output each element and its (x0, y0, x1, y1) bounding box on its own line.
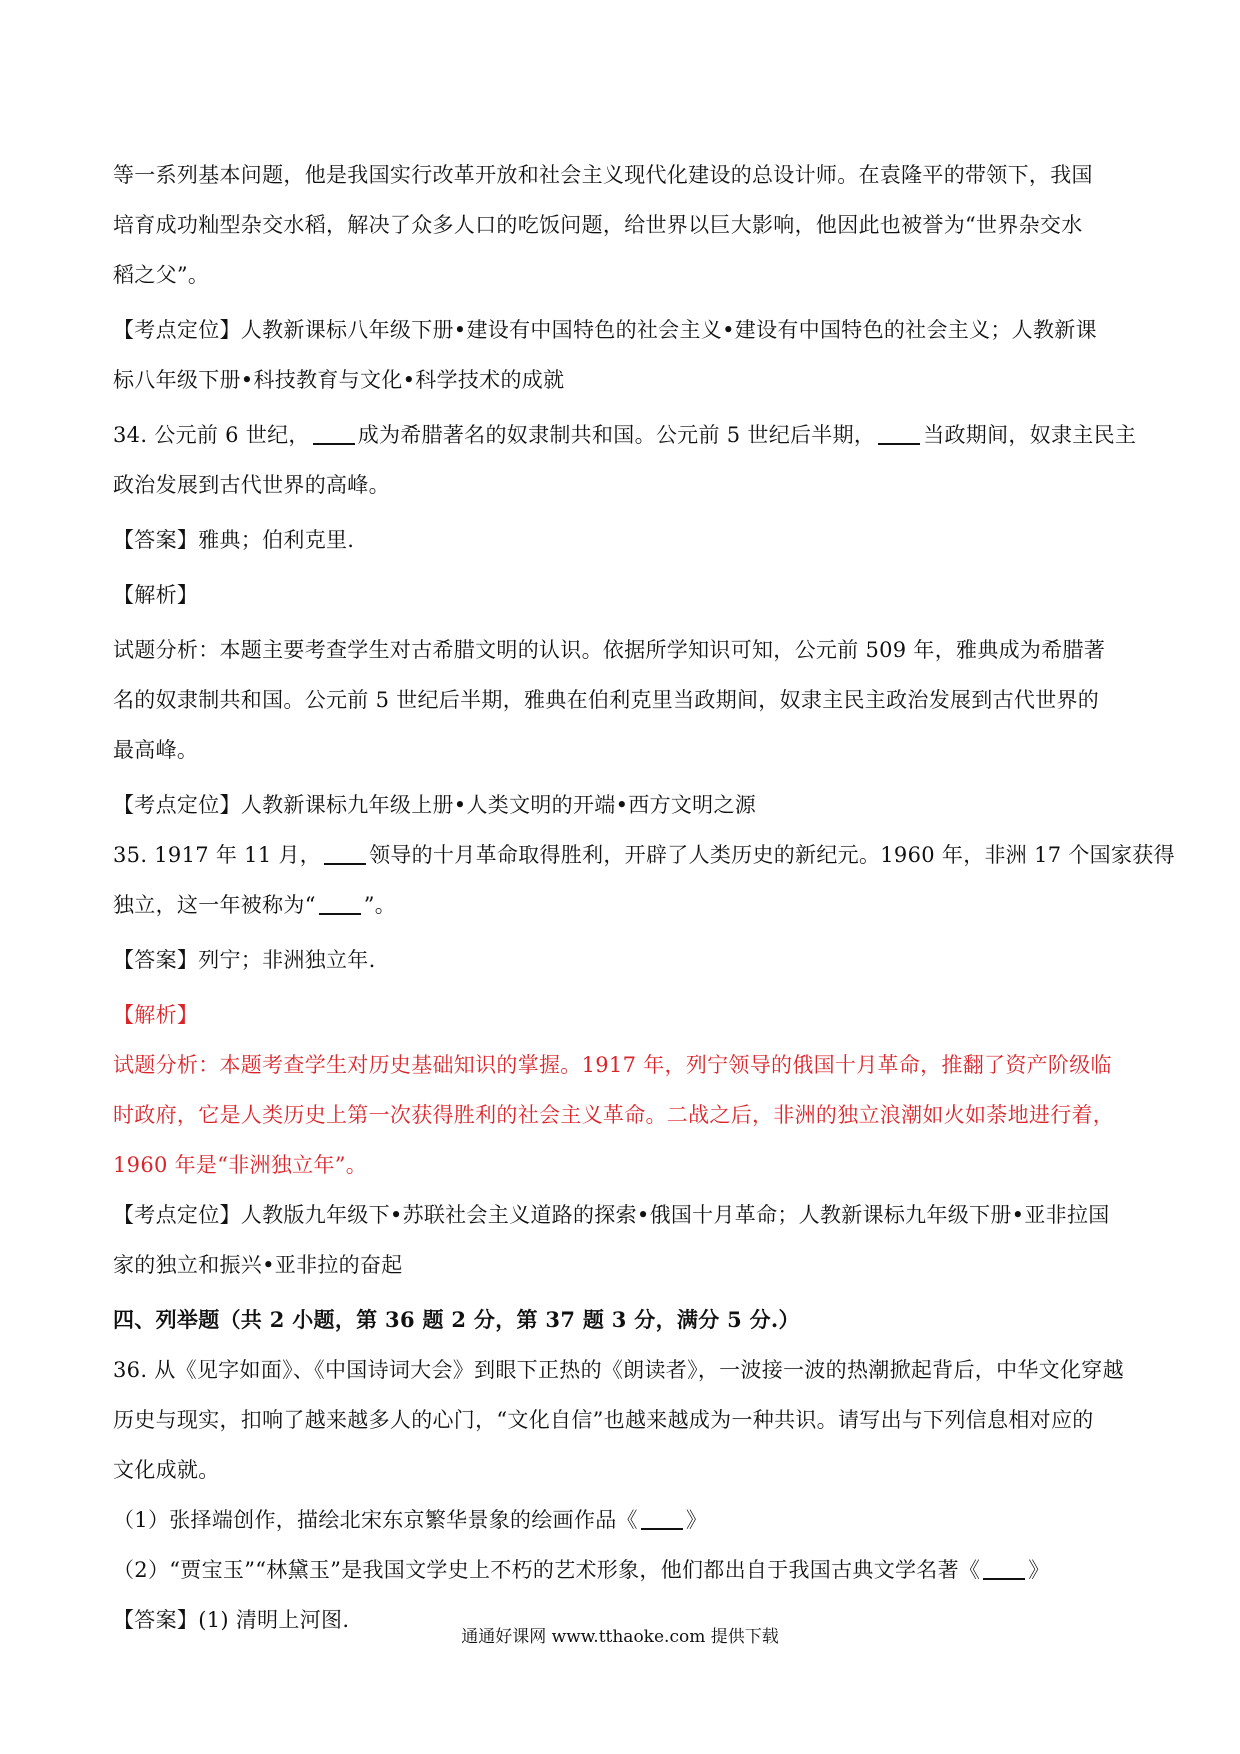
question-text: （1）张择端创作，描绘北宋东京繁华景象的绘画作品《 (113, 1508, 638, 1532)
question-36-line: 36. 从《见字如面》、《中国诗词大会》到眼下正热的《朗读者》，一波接一波的热潮掀起背后，中华文化穿越 (113, 1358, 1124, 1382)
paragraph-line: 培育成功籼型杂交水稻，解决了众多人口的吃饭问题，给世界以巨大影响，他因此也被誉为“世界杂交水 (113, 213, 1083, 237)
question-text: 34. 公元前 6 世纪， (113, 423, 310, 447)
knowledge-point-line: 家的独立和振兴•亚非拉的奋起 (113, 1253, 403, 1277)
answer-blank (313, 423, 355, 445)
analysis-title: 【解析】 (113, 583, 199, 607)
question-text: 领导的十月革命取得胜利，开辟了人类历史的新纪元。1960 年，非洲 17 个国家获得 (369, 843, 1175, 867)
answer-line: 【答案】雅典；伯利克里. (113, 528, 355, 552)
analysis-line: 最高峰。 (113, 738, 199, 762)
document-body (113, 150, 1175, 1645)
question-text: （2）“贾宝玉”“林黛玉”是我国文学史上不朽的艺术形象，他们都出自于我国古典文学名著《 (113, 1558, 981, 1582)
answer-line: 【答案】(1) 清明上河图. (113, 1608, 350, 1632)
answer-blank (878, 423, 920, 445)
knowledge-point-line: 标八年级下册•科技教育与文化•科学技术的成就 (113, 368, 565, 392)
analysis-line: 名的奴隶制共和国。公元前 5 世纪后半期，雅典在伯利克里当政期间，奴隶主民主政治发展到古代世界的 (113, 688, 1100, 712)
answer-blank (983, 1558, 1025, 1580)
question-34 (113, 410, 1143, 460)
answer-blank (324, 843, 366, 865)
question-text: 》 (1028, 1558, 1050, 1582)
analysis-title: 【解析】 (113, 1003, 199, 1027)
section-heading: 四、列举题（共 2 小题，第 36 题 2 分，第 37 题 3 分，满分 5 分.） (113, 1307, 800, 1332)
sub-question-2 (113, 1545, 1143, 1595)
question-text: 成为希腊著名的奴隶制共和国。公元前 5 世纪后半期， (357, 423, 876, 447)
question-text: 35. 1917 年 11 月， (113, 843, 322, 867)
paragraph-line: 等一系列基本问题，他是我国实行改革开放和社会主义现代化建设的总设计师。在袁隆平的带领下，我国 (113, 163, 1093, 187)
question-text: ”。 (363, 893, 397, 917)
sub-question-1 (113, 1495, 1143, 1545)
question-text: 当政期间，奴隶主民主 (923, 423, 1137, 447)
analysis-line: 试题分析：本题主要考查学生对古希腊文明的认识。依据所学知识可知，公元前 509 年，雅典成为希腊著 (113, 638, 1106, 662)
knowledge-point-line: 【考点定位】人教新课标八年级下册•建设有中国特色的社会主义•建设有中国特色的社会主义；人教新课 (113, 318, 1097, 342)
question-text: 》 (685, 1508, 708, 1532)
answer-blank (641, 1508, 683, 1530)
question-36-line: 文化成就。 (113, 1458, 220, 1482)
question-35-line-2 (113, 880, 1143, 930)
answer-line: 【答案】列宁；非洲独立年. (113, 948, 376, 972)
analysis-line: 时政府，它是人类历史上第一次获得胜利的社会主义革命。二战之后，非洲的独立浪潮如火如荼地进行着， (113, 1103, 1115, 1127)
question-36-line: 历史与现实，扣响了越来越多人的心门，“文化自信”也越来越成为一种共识。请写出与下列信息相对应的 (113, 1408, 1094, 1432)
analysis-line: 1960 年是“非洲独立年”。 (113, 1153, 368, 1177)
knowledge-point-line: 【考点定位】人教版九年级下•苏联社会主义道路的探索•俄国十月革命；人教新课标九年级下册•亚非拉国 (113, 1203, 1110, 1227)
question-35 (113, 830, 1175, 880)
question-text: 独立，这一年被称为“ (113, 893, 316, 917)
paragraph-line: 稻之父”。 (113, 263, 210, 287)
analysis-line: 试题分析：本题考查学生对历史基础知识的掌握。1917 年，列宁领导的俄国十月革命，推翻了资产阶级临 (113, 1053, 1112, 1077)
question-text: 政治发展到古代世界的高峰。 (113, 473, 390, 497)
page-footer: 通通好课网 www.tthaoke.com 提供下载 (461, 1627, 779, 1647)
answer-blank (319, 893, 361, 915)
knowledge-point-line: 【考点定位】人教新课标九年级上册•人类文明的开端•西方文明之源 (113, 793, 757, 817)
